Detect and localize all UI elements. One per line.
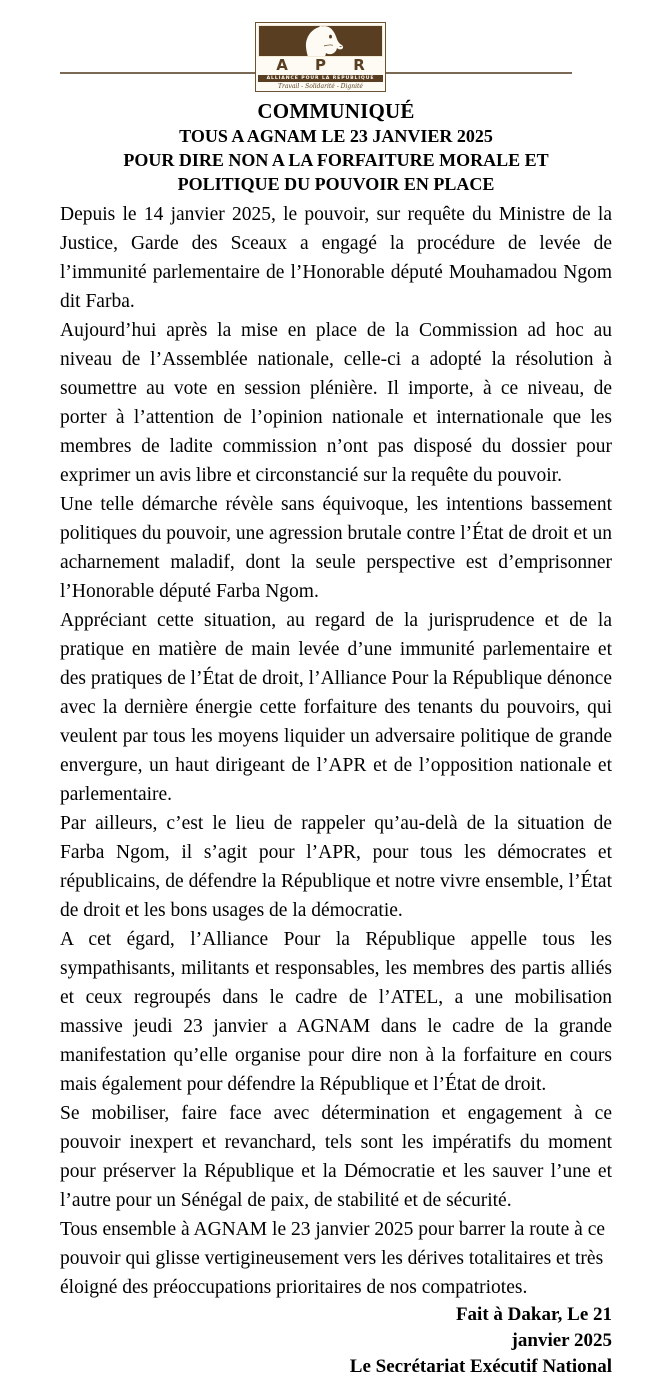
logo-emblem-panel	[258, 25, 383, 57]
body-paragraph: Aujourd’hui après la mise en place de la Commission ad hoc au niveau de l’Assemblée nationale, celle-ci a adopté la résolution à soumettre au vote en session plénière. Il importe, à ce niveau, de porter à l’attention de l’opinion nationale et internationale que les membres de ladite commission n’ont pas disposé du dossier pour exprimer un avis libre et circonstancié sur la requête du pouvoir.	[60, 320, 612, 486]
logo-tagline: Travail - Solidarité - Dignité	[258, 82, 383, 91]
body-paragraph: Se mobiliser, faire face avec détermination et engagement à ce pouvoir inexpert et revanchard, tels sont les impératifs du moment pour préserver la République et la Démocratie et les sauver l’une et l’autre pour un Sénégal de paix, de stabilité et de sécurité.	[60, 1103, 612, 1211]
body-paragraph: Une telle démarche révèle sans équivoque, les intentions bassement politiques du pouvoir, une agression brutale contre l’État de droit et un acharnement maladif, dont la seule perspective est d’emprisonner l’Honorable député Farba Ngom.	[60, 494, 612, 602]
body-paragraph: Appréciant cette situation, au regard de la jurisprudence et de la pratique en matière de main levée d’une immunité parlementaire et des pratiques de l’État de droit, l’Alliance Pour la République dénonce avec la dernière énergie cette forfaiture des tenants du pouvoirs, qui veulent par tous les moyens liquider un adversaire politique de grande envergure, un haut dirigeant de l’APR et de l’opposition nationale et parlementaire.	[60, 610, 612, 805]
apr-logo	[255, 22, 386, 92]
signature-block	[0, 1302, 672, 1380]
signature-date: janvier 2025	[511, 1330, 612, 1351]
logo-acronym: A P R	[276, 55, 376, 74]
subtitle-line-2: POUR DIRE NON A LA FORFAITURE MORALE ET	[123, 150, 549, 170]
body-paragraph: Tous ensemble à AGNAM le 23 janvier 2025 pour barrer la route à ce pouvoir qui glisse vertigineusement vers les dérives totalitaires et très éloigné des préoccupations prioritaires de nos compatriotes.	[60, 1219, 606, 1298]
body-paragraph: A cet égard, l’Alliance Pour la République appelle tous les sympathisants, militants et responsables, les membres des partis alliés et ceux regroupés dans le cadre de l’ATEL, a une mobilisation massive jeudi 23 janvier a AGNAM dans le cadre de la grande manifestation qu’elle organise pour dire non à la forfaiture en cours mais également pour défendre la République et l’État de droit.	[60, 929, 612, 1095]
signature-place-date: Fait à Dakar, Le 21	[455, 1304, 612, 1325]
title-block	[0, 98, 672, 196]
body-paragraph: Depuis le 14 janvier 2025, le pouvoir, sur requête du Ministre de la Justice, Garde des Sceaux a engagé la procédure de levée de l’immunité parlementaire de l’Honorable député Mouhamadou Ngom dit Farba.	[60, 204, 612, 312]
signature-author: Le Secrétariat Exécutif National	[349, 1356, 612, 1377]
subtitle-line-1: TOUS A AGNAM LE 23 JANVIER 2025	[179, 126, 493, 146]
document-header	[0, 0, 672, 98]
page-title: COMMUNIQUÉ	[257, 99, 415, 123]
body-paragraph: Par ailleurs, c’est le lieu de rappeler qu’au-delà de la situation de Farba Ngom, il s’agit pour l’APR, pour tous les démocrates et républicains, de défendre la République et notre vivre ensemble, l’État de droit et les bons usages de la démocratie.	[60, 813, 612, 921]
logo-acronym-panel	[258, 55, 383, 76]
horse-head-icon	[294, 25, 348, 57]
logo-band-text: ALLIANCE POUR LA REPUBLIQUE	[258, 75, 383, 82]
document-body	[0, 196, 672, 1302]
subtitle-line-3: POLITIQUE DU POUVOIR EN PLACE	[177, 174, 495, 194]
